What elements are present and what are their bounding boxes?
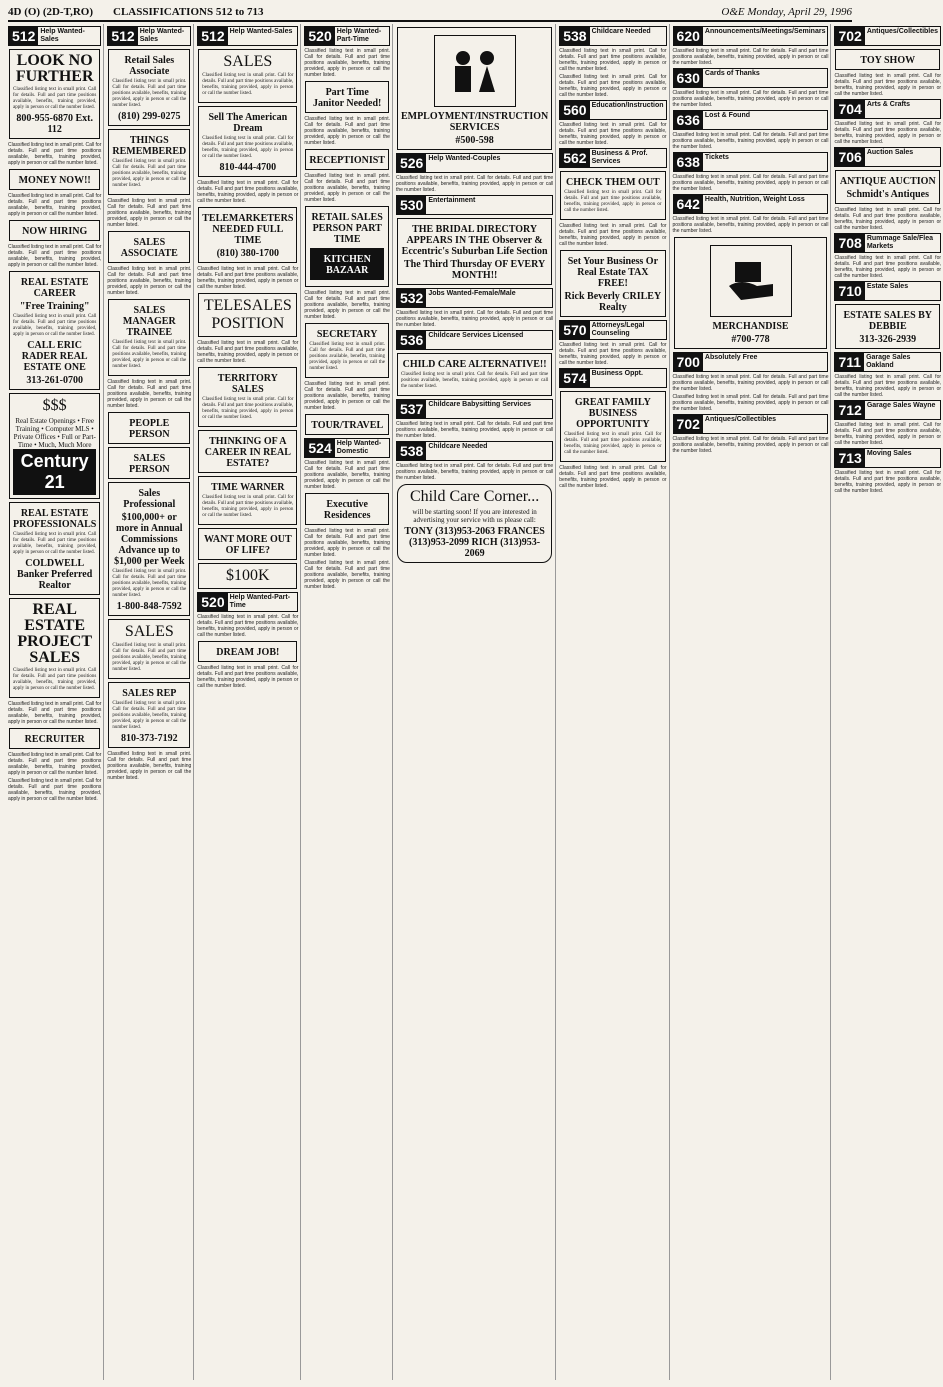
category-title: Help Wanted-Couples [428,155,501,162]
category-number: 708 [835,234,864,252]
listing-text: Classified listing text in small print. Call for details. Full and part time positions available, benefits, training provided, apply in person or call the number listed. [8,244,102,268]
ad-title: MERCHANDISE [712,321,789,332]
listing-text: Classified listing text in small print. Call for details. Full and part time positions available, benefits, training provided, apply in person or call the number listed. [834,470,942,494]
column-8 [834,24,943,1380]
category-title: Tickets [704,154,729,161]
ad-title: $100K [226,567,270,584]
ad-headline: $100,000+ or more in Annual Commissions Advance up to $1,000 per Week [114,512,185,567]
ad-title: SALES MANAGER TRAINEE [122,305,176,338]
ad-title: REAL ESTATE PROJECT SALES [17,601,93,666]
ad-phone: 810-444-4700 [219,162,277,173]
ad-title: ANTIQUE AUCTION [839,176,936,187]
ad-title: TOY SHOW [860,55,916,66]
century21-logo: Century 21 [13,449,96,495]
listing-text: Classified listing text in small print. Call for details. Full and part time positions available, benefits, training provided, apply in person or call the number listed. [304,381,390,411]
category-header [396,330,553,350]
ad-contacts: TONY (313)953-2063 FRANCES (313)953-2099 RICH (313)953-2069 [404,526,545,559]
listing-text: Classified listing text in small print. Call for details. Full and part time positions available, benefits, training provided, apply in person or call the number listed. [672,132,829,150]
category-header [834,400,941,420]
classifieds-columns [8,24,942,1380]
listing-text: Classified listing text in small print. Call for details. Full and part time positions available, benefits, training provided, apply in person or call the number listed. [672,174,829,192]
ad-title: Executive Residences [323,499,371,521]
category-number: 536 [397,331,426,349]
listing-text: Classified listing text in small print. Call for details. Full and part time positions available, benefits, training provided, apply in person or call the number listed. [107,198,192,228]
listing-text: Classified listing text in small print. Call for details. Full and part time positions available, benefits, training provided, apply in person or call the number listed. [395,421,554,439]
ad-title: RETAIL SALES PERSON PART TIME [311,212,383,245]
column-5 [396,24,556,1380]
ad-body: Classified listing text in small print. Call for details. Full and part time positions available, benefits, training provided, apply in person or call the number listed. [202,136,294,159]
ad-executive-residences [305,493,389,525]
ad-body: Classified listing text in small print. Call for details. Full and part time positions available, benefits, training provided, apply in person or call the number listed. [112,340,187,369]
ad-phone: (810) 299-0275 [118,111,181,122]
page-ref: 4D (O) (2D-T,RO) [8,6,94,18]
ad-retail-sales [108,49,190,126]
category-header [834,99,941,119]
ad-body: Classified listing text in small print. Call for details. Full and part time positions available, benefits, training provided, apply in person or call the number listed. [13,668,97,691]
ad-title: SECRETARY [316,329,378,340]
ad-title: EMPLOYMENT/INSTRUCTION SERVICES [400,111,549,133]
listing-text: Classified listing text in small print. Call for details. Full and part time positions available, benefits, training provided, apply in person or call the number listed. [672,394,829,412]
ad-secretary [305,323,389,378]
column-3 [197,24,301,1380]
ad-sales-associate [108,231,190,263]
category-header [304,438,390,458]
ad-title: NOW HIRING [22,226,88,237]
ad-estate-sales-debbie [835,304,940,349]
category-number: 524 [305,439,334,457]
category-title: Business Oppt. [591,370,643,377]
ad-title: MONEY NOW!! [18,175,91,186]
listing-text: Classified listing text in small print. Call for details. Full and part time positions available, benefits, training provided, apply in person or call the number listed. [304,48,390,78]
listing-text: Classified listing text in small print. Call for details. Full and part time positions available, benefits, training provided, apply in person or call the number listed. [559,48,667,72]
category-number: 512 [108,27,137,45]
ad-subtitle: #700-778 [731,334,770,345]
ad-title: Child Care Corner... [409,488,540,505]
ad-tour-travel [305,414,389,435]
listing-text: Classified listing text in small print. Call for details. Full and part time positions available, benefits, training provided, apply in person or call the number listed. [304,116,390,146]
ad-title: $$$ [42,397,67,414]
ad-title: SALES ASSOCIATE [120,237,178,259]
section-title: CLASSIFICATIONS 512 to 713 [113,6,264,18]
shopping-hand-icon [710,245,792,317]
ad-things-remembered [108,129,190,195]
category-number: 560 [560,101,589,119]
ad-real-estate-career [9,271,100,390]
ad-phone: 313-326-2939 [859,334,917,345]
ad-phone: (810) 380-1700 [216,248,280,259]
listing-text: Classified listing text in small print. Call for details. Full and part time positions available, benefits, training provided, apply in person or call the number listed. [304,460,390,490]
category-number: 562 [560,149,589,167]
column-4 [304,24,393,1380]
ad-people-person [108,412,190,444]
category-title: Childcare Services Licensed [428,332,524,339]
ad-sales-professional [108,482,190,616]
listing-text: Classified listing text in small print. Call for details. Full and part time positions available, benefits, training provided, apply in person or call the number listed. [304,173,390,203]
column-2 [107,24,194,1380]
ad-century21 [9,393,100,499]
ad-title: TIME WARNER [211,482,285,493]
category-number: 638 [674,153,703,171]
listing-text: Classified listing text in small print. Call for details. Full and part time positions available, benefits, training provided, apply in person or call the number listed. [559,465,667,489]
ad-sales-manager-trainee [108,299,190,376]
category-header [834,147,941,167]
ad-child-care-corner [397,484,552,563]
ad-contact: CALL ERIC RADER REAL ESTATE ONE [21,340,88,373]
listing-text: Classified listing text in small print. Call for details. Full and part time positions available, benefits, training provided, apply in person or call the number listed. [304,528,390,558]
category-title: Garage Sales Wayne [866,402,936,409]
category-title: Childcare Needed [591,28,651,35]
ad-body: Classified listing text in small print. Call for details. Full and part time positions available, benefits, training provided, apply in person or call the number listed. [564,190,662,213]
listing-text: Classified listing text in small print. Call for details. Full and part time positions available, benefits, training provided, apply in person or call the number listed. [8,778,102,802]
listing-text: Classified listing text in small print. Call for details. Full and part time positions available, benefits, training provided, apply in person or call the number listed. [672,90,829,108]
ad-logo-text: KITCHEN BAZAAR [323,254,371,276]
ad-title: CHILD CARE ALTERNATIVE!! [402,359,547,370]
ad-phone: 810-373-7192 [120,733,178,744]
category-header [396,153,553,173]
ad-title: THINKING OF A CAREER IN REAL ESTATE? [204,436,291,469]
category-header [834,352,941,372]
ad-body: Classified listing text in small print. Call for details. Full and part time positions available, benefits, training provided, apply in person or call the number listed. [112,643,187,672]
ad-title: REAL ESTATE CAREER [20,277,89,299]
ad-body: Classified listing text in small print. Call for details. Full and part time positions available, benefits, training provided, apply in person or call the number listed. [13,87,97,110]
ad-body: Classified listing text in small print. Call for details. Full and part time positions available, benefits, training provided, apply in person or call the number listed. [13,314,97,337]
category-header [559,320,666,340]
category-number: 630 [674,69,703,87]
listing-text: Classified listing text in small print. Call for details. Full and part time positions available, benefits, training provided, apply in person or call the number listed. [834,121,942,145]
category-number: 538 [560,27,589,45]
listing-text: Classified listing text in small print. Call for details. Full and part time positions available, benefits, training provided, apply in person or call the number listed. [107,379,192,409]
ad-money-now [9,169,100,190]
kitchen-bazaar-logo [310,248,384,280]
ad-receptionist [305,149,389,170]
listing-text: Classified listing text in small print. Call for details. Full and part time positions available, benefits, training provided, apply in person or call the number listed. [107,266,192,296]
people-icon [434,35,516,107]
category-title: Entertainment [428,197,476,204]
ad-contact: Rick Beverly CRILEY Realty [564,291,662,313]
category-header [834,26,941,46]
category-header [396,441,553,461]
listing-text: Classified listing text in small print. Call for details. Full and part time positions available, benefits, training provided, apply in person or call the number listed. [197,665,299,689]
ad-title: ESTATE SALES BY DEBBIE [843,310,933,332]
category-number: 520 [305,27,334,45]
ad-check-them-out [560,171,665,220]
ad-bridal-directory [397,218,552,285]
ad-body: Classified listing text in small print. Call for details. Full and part time positions available, benefits, training provided, apply in person or call the number listed. [309,342,385,371]
listing-text: Classified listing text in small print. Call for details. Full and part time positions available, benefits, training provided, apply in person or call the number listed. [8,193,102,217]
category-title: Help Wanted-Domestic [336,440,382,455]
ad-phone: 1-800-848-7592 [116,601,182,612]
ad-body: Classified listing text in small print. Call for details. Full and part time positions available, benefits, training provided, apply in person or call the number listed. [112,159,187,188]
category-header [396,399,553,419]
category-title: Estate Sales [866,283,909,290]
ad-look-no-further [9,49,100,139]
category-header [834,281,941,301]
category-number: 642 [674,195,703,213]
ad-subtitle: Schmidt's Antiques [846,189,930,200]
ad-title: THE BRIDAL DIRECTORY APPEARS IN THE Observer & Eccentric's Suburban Life Section [401,224,548,257]
category-title: Cards of Thanks [704,70,760,77]
category-title: Health, Nutrition, Weight Loss [704,196,805,203]
ad-now-hiring [9,220,100,241]
category-title: Help Wanted-Part-Time [336,28,382,43]
ad-title: PEOPLE PERSON [129,418,170,440]
ad-body: Classified listing text in small print. Call for details. Full and part time positions available, benefits, training provided, apply in person or call the number listed. [400,372,549,389]
ad-family-business [560,391,665,462]
category-title: Antiques/Collectibles [866,28,939,35]
listing-text: Classified listing text in small print. Call for details. Full and part time positions available, benefits, training provided, apply in person or call the number listed. [672,436,829,454]
category-number: 702 [835,27,864,45]
listing-text: Classified listing text in small print. Call for details. Full and part time positions available, benefits, training provided, apply in person or call the number listed. [8,752,102,776]
category-number: 537 [397,400,426,418]
ad-body: Classified listing text in small print. Call for details. Full and part time positions available, benefits, training provided, apply in person or call the number listed. [202,73,294,96]
category-header [396,195,553,215]
category-number: 570 [560,321,589,339]
ad-title: CHECK THEM OUT [566,177,660,188]
category-title: Business & Prof. Services [591,150,648,165]
listing-text: Classified listing text in small print. Call for details. Full and part time positions available, benefits, training provided, apply in person or call the number listed. [672,48,829,66]
ad-body: Classified listing text in small print. Call for details. Full and part time positions available, benefits, training provided, apply in person or call the number listed. [112,79,187,108]
category-number: 710 [835,282,864,300]
listing-text: Classified listing text in small print. Call for details. Full and part time positions available, benefits, training provided, apply in person or call the number listed. [395,310,554,328]
category-header [673,110,829,130]
ad-title: Part Time Janitor Needed! [312,87,382,109]
category-title: Auction Sales [866,149,914,156]
category-header [834,448,941,468]
ad-body: Classified listing text in small print. Call for details. Full and part time positions available, benefits, training provided, apply in person or call the number listed. [564,432,662,455]
ad-project-sales [9,598,100,698]
listing-text: Classified listing text in small print. Call for details. Full and part time positions available, benefits, training provided, apply in person or call the number listed. [197,180,299,204]
category-title: Childcare Babysitting Services [428,401,532,408]
category-number: 702 [674,415,703,433]
ad-title: REAL ESTATE PROFESSIONALS [13,508,97,530]
category-header [673,26,829,46]
ad-subtitle: "Free Training" [19,301,90,312]
ad-phone: 800-955-6870 Ext. 112 [16,113,94,135]
ad-title: DREAM JOB! [216,647,280,658]
ad-toy-show [835,49,940,70]
category-header [304,26,390,46]
category-title: Announcements/Meetings/Seminars [704,28,826,35]
listing-text: Classified listing text in small print. Call for details. Full and part time positions available, benefits, training provided, apply in person or call the number listed. [559,342,667,366]
category-number: 712 [835,401,864,419]
category-number: 620 [674,27,703,45]
listing-text: Classified listing text in small print. Call for details. Full and part time positions available, benefits, training provided, apply in person or call the number listed. [834,374,942,398]
category-header [8,26,101,46]
ad-title: GREAT FAMILY BUSINESS OPPORTUNITY [574,397,651,430]
ad-body: Classified listing text in small print. Call for details. Full and part time positions available, benefits, training provided, apply in person or call the number listed. [202,397,294,420]
category-title: Jobs Wanted-Female/Male [428,290,516,297]
category-header [559,100,666,120]
ad-child-care-alternative [397,353,552,396]
listing-text: Classified listing text in small print. Call for details. Full and part time positions available, benefits, training provided, apply in person or call the number listed. [8,701,102,725]
column-1 [8,24,104,1380]
category-title: Help Wanted-Part-Time [229,594,291,609]
listing-text: Classified listing text in small print. Call for details. Full and part time positions available, benefits, training provided, apply in person or call the number listed. [395,175,554,193]
ad-title: Set Your Business Or Real Estate TAX FREE! [567,256,659,289]
listing-text: Classified listing text in small print. Call for details. Full and part time positions available, benefits, training provided, apply in person or call the number listed. [197,614,299,638]
ad-re-professionals [9,502,100,595]
ad-title: TERRITORY SALES [217,373,278,395]
category-title: Garage Sales Oakland [866,354,911,369]
category-number: 526 [397,154,426,172]
ad-title: Sell The American Dream [208,112,288,134]
listing-text: Classified listing text in small print. Call for details. Full and part time positions available, benefits, training provided, apply in person or call the number listed. [197,266,299,290]
ad-phone: 313-261-0700 [26,375,84,386]
ad-sales [108,619,190,679]
ad-title: TELESALES POSITION [203,297,292,332]
category-number: 700 [674,353,703,371]
category-title: Childcare Needed [428,443,488,450]
category-number: 574 [560,369,589,387]
category-title: Rummage Sale/Flea Markets [866,235,933,250]
ad-title: Sales Professional [123,488,176,510]
category-header [559,148,666,168]
ad-title: Retail Sales Associate [124,55,175,77]
listing-text: Classified listing text in small print. Call for details. Full and part time positions available, benefits, training provided, apply in person or call the number listed. [559,122,667,146]
category-title: Absolutely Free [704,354,758,361]
category-number: 636 [674,111,703,129]
listing-text: Classified listing text in small print. Call for details. Full and part time positions available, benefits, training provided, apply in person or call the number listed. [559,74,667,98]
category-number: 711 [835,353,864,371]
category-number: 512 [9,27,38,45]
ad-telemarketers [198,207,297,263]
ad-telesales [198,293,297,337]
ad-american-dream [198,106,297,177]
category-number: 512 [198,27,227,45]
category-header [197,592,298,612]
ad-body: Classified listing text in small print. Call for details. Full and part time positions available, benefits, training provided, apply in person or call the number listed. [112,569,187,598]
ad-title: RECRUITER [24,734,85,745]
ad-time-warner [198,476,297,525]
ad-body: Classified listing text in small print. Call for details. Full and part time positions available, benefits, training provided, apply in person or call the number listed. [112,701,187,730]
ad-retail-sales-part-time [305,206,389,287]
listing-text: Classified listing text in small print. Call for details. Full and part time positions available, benefits, training provided, apply in person or call the number listed. [304,290,390,320]
listing-text: Classified listing text in small print. Call for details. Full and part time positions available, benefits, training provided, apply in person or call the number listed. [834,207,942,231]
category-title: Lost & Found [704,112,750,119]
ad-sales-rep [108,682,190,748]
ad-title: WANT MORE OUT OF LIFE? [204,534,292,556]
category-title: Arts & Crafts [866,101,911,108]
category-title: Help Wanted-Sales [139,28,185,43]
listing-text: Classified listing text in small print. Call for details. Full and part time positions available, benefits, training provided, apply in person or call the number listed. [8,142,102,166]
ad-list: Real Estate Openings • Free Training • Computer MLS • Private Offices • Full or Part-Time • Much, Much More [13,417,96,449]
category-number: 704 [835,100,864,118]
category-header [673,352,829,372]
ad-territory-sales [198,367,297,427]
category-number: 520 [198,593,227,611]
listing-text: Classified listing text in small print. Call for details. Full and part time positions available, benefits, training provided, apply in person or call the number listed. [834,73,942,97]
listing-text: Classified listing text in small print. Call for details. Full and part time positions available, benefits, training provided, apply in person or call the number listed. [395,463,554,481]
ad-merchandise [674,237,828,349]
category-number: 530 [397,196,426,214]
listing-text: Classified listing text in small print. Call for details. Full and part time positions available, benefits, training provided, apply in person or call the number listed. [559,223,667,247]
category-title: Help Wanted-Sales [229,28,293,35]
category-title: Attorneys/Legal Counseling [591,322,645,337]
ad-tax-free [560,250,665,317]
category-header [559,368,666,388]
category-header [107,26,191,46]
ad-title: LOOK NO FURTHER [15,52,94,85]
listing-text: Classified listing text in small print. Call for details. Full and part time positions available, benefits, training provided, apply in person or call the number listed. [834,255,942,279]
ad-antique-auction [835,170,940,204]
ad-title: SALES [223,53,273,70]
ad-subtitle: #500-598 [455,135,494,146]
listing-text: Classified listing text in small print. Call for details. Full and part time positions available, benefits, training provided, apply in person or call the number listed. [672,374,829,392]
listing-text: Classified listing text in small print. Call for details. Full and part time positions available, benefits, training provided, apply in person or call the number listed. [834,422,942,446]
category-title: Moving Sales [866,450,912,457]
ad-100k [198,563,297,589]
category-header [673,68,829,88]
masthead: O&E Monday, April 29, 1996 [721,6,852,18]
ad-title: SALES [124,623,174,640]
ad-sales [198,49,297,103]
ad-title: TOUR/TRAVEL [311,420,384,431]
category-header [197,26,298,46]
ad-body: Classified listing text in small print. Call for details. Full and part time positions available, benefits, training provided, apply in person or call the number listed. [202,495,294,518]
ad-logo-text: COLDWELL Banker Preferred Realtor [17,558,93,591]
category-header [834,233,941,253]
ad-real-estate-career [198,430,297,473]
category-title: Antiques/Collectibles [704,416,777,423]
ad-title: THINGS REMEMBERED [112,135,187,157]
category-header [673,414,829,434]
listing-text: Classified listing text in small print. Call for details. Full and part time positions available, benefits, training provided, apply in person or call the number listed. [197,340,299,364]
column-6 [559,24,669,1380]
listing-text: Classified listing text in small print. Call for details. Full and part time positions available, benefits, training provided, apply in person or call the number listed. [672,216,829,234]
category-title: Education/Instruction [591,102,664,109]
category-header [559,26,666,46]
category-header [673,194,829,214]
category-number: 532 [397,289,426,307]
column-7 [673,24,832,1380]
ad-recruiter [9,728,100,749]
listing-text: Classified listing text in small print. Call for details. Full and part time positions available, benefits, training provided, apply in person or call the number listed. [304,560,390,590]
ad-title: TELEMARKETERS NEEDED FULL TIME [202,213,294,246]
category-title: Help Wanted-Sales [40,28,85,43]
ad-employment-services [397,27,552,150]
page-header [8,4,852,22]
ad-sales-person [108,447,190,479]
ad-body: Classified listing text in small print. Call for details. Full and part time positions available, benefits, training provided, apply in person or call the number listed. [13,532,97,555]
category-number: 713 [835,449,864,467]
ad-dream-job [198,641,297,662]
ad-janitor [305,81,389,113]
ad-title: RECEPTIONIST [309,155,385,166]
ad-title: SALES REP [122,688,177,699]
category-number: 706 [835,148,864,166]
category-header [396,288,553,308]
category-number: 538 [397,442,426,460]
ad-want-more [198,528,297,560]
ad-subtitle: The Third Thursday OF EVERY MONTH!! [404,259,546,281]
listing-text: Classified listing text in small print. Call for details. Full and part time positions available, benefits, training provided, apply in person or call the number listed. [107,751,192,781]
ad-body: will be starting soon! If you are interested in advertising your service with us please call: [412,508,537,524]
ad-title: SALES PERSON [129,453,170,475]
category-header [673,152,829,172]
